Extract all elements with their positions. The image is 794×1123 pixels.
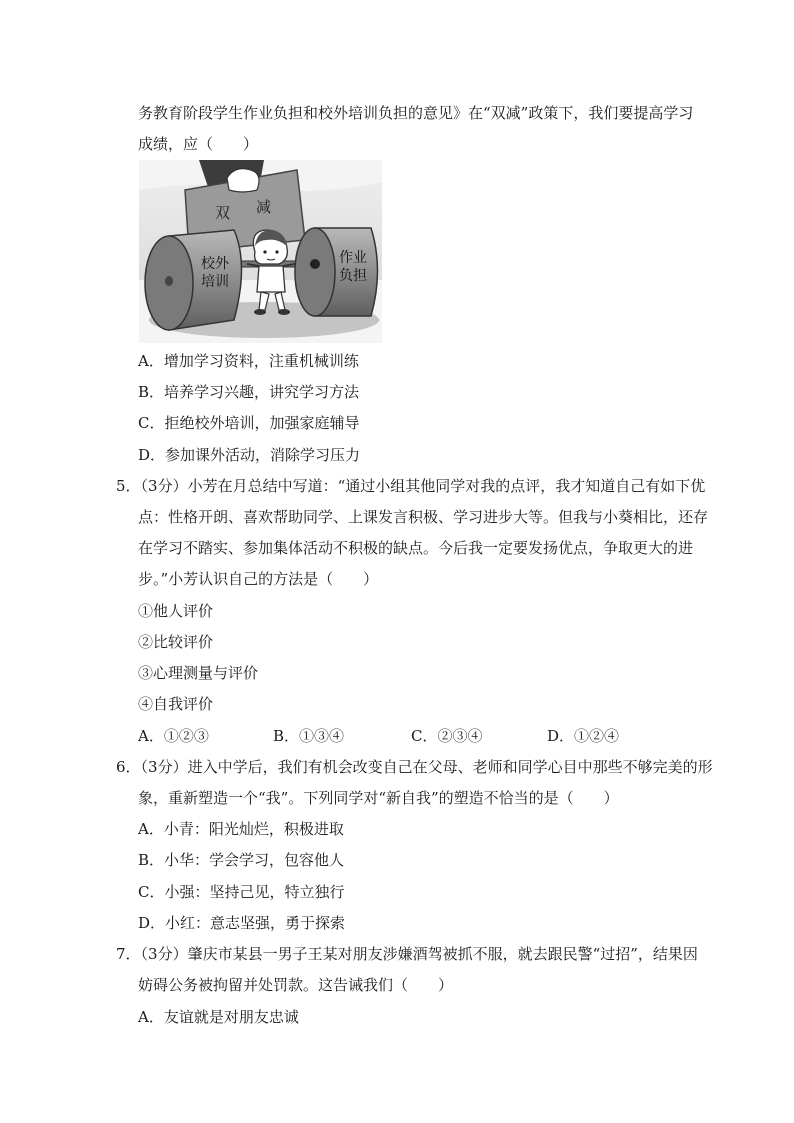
tablet-label-left: 双 <box>215 205 231 222</box>
q5-stem-line-1: 5．（3分）小芳在月总结中写道：“通过小组其他同学对我的点评，我才知道自己有如下优 <box>116 477 706 495</box>
double-reduction-cartoon <box>139 160 382 343</box>
q5-option-a: A．①②③ <box>138 727 209 745</box>
q5-item-4: ④自我评价 <box>138 695 214 713</box>
q5-stem-line-4: 步。”小芳认识自己的方法是（ ） <box>138 570 379 588</box>
q5-option-c: C．②③④ <box>411 727 483 745</box>
left-weight-label-2: 培训 <box>201 273 229 289</box>
q7-stem-line-1: 7．（3分）肇庆市某县一男子王某对朋友涉嫌酒驾被抓不服，就去跟民警“过招”，结果因 <box>116 945 698 963</box>
q6-stem-line-1: 6．（3分）进入中学后，我们有机会改变自己在父母、老师和同学心目中那些不够完美的形 <box>116 758 713 776</box>
q4-option-c: C．拒绝校外培训，加强家庭辅导 <box>138 414 360 432</box>
q4-stem-line-1: 务教育阶段学生作业负担和校外培训负担的意见》在“双减”政策下，我们要提高学习 <box>138 104 694 122</box>
q7-stem-line-2: 妨碍公务被拘留并处罚款。这告诫我们（ ） <box>138 976 454 994</box>
q6-option-c: C．小强：坚持己见，特立独行 <box>138 883 345 901</box>
tablet-label-right: 减 <box>256 199 272 216</box>
q6-option-a: A．小青：阳光灿烂，积极进取 <box>138 820 344 838</box>
q5-option-d: D．①②④ <box>547 727 620 745</box>
q4-option-d: D．参加课外活动，消除学习压力 <box>138 446 361 464</box>
q5-item-2: ②比较评价 <box>138 633 214 651</box>
q6-option-b: B．小华：学会学习，包容他人 <box>138 851 345 869</box>
left-weight-label-1: 校外 <box>201 255 229 271</box>
q5-option-b: B．①③④ <box>273 727 345 745</box>
q5-options-row <box>138 726 698 748</box>
q6-option-d: D．小红：意志坚强，勇于探索 <box>138 914 346 932</box>
q4-stem-line-2: 成绩，应（ ） <box>138 135 259 153</box>
right-weight-label-2: 负担 <box>339 267 367 283</box>
q6-stem-line-2: 象，重新塑造一个“我”。下列同学对“新自我”的塑造不恰当的是（ ） <box>138 789 619 807</box>
q5-item-3: ③心理测量与评价 <box>138 664 259 682</box>
q7-option-a: A．友谊就是对朋友忠诚 <box>138 1008 299 1026</box>
q5-item-1: ①他人评价 <box>138 602 214 620</box>
right-weight-label-1: 作业 <box>339 249 367 265</box>
q4-option-b: B．培养学习兴趣，讲究学习方法 <box>138 383 360 401</box>
q5-stem-line-3: 在学习不踏实、参加集体活动不积极的缺点。今后我一定要发扬优点，争取更大的进 <box>138 539 694 557</box>
q4-option-a: A．增加学习资料，注重机械训练 <box>138 352 359 370</box>
q5-stem-line-2: 点：性格开朗、喜欢帮助同学、上课发言积极、学习进步大等。但我与小葵相比，还存 <box>138 508 709 526</box>
